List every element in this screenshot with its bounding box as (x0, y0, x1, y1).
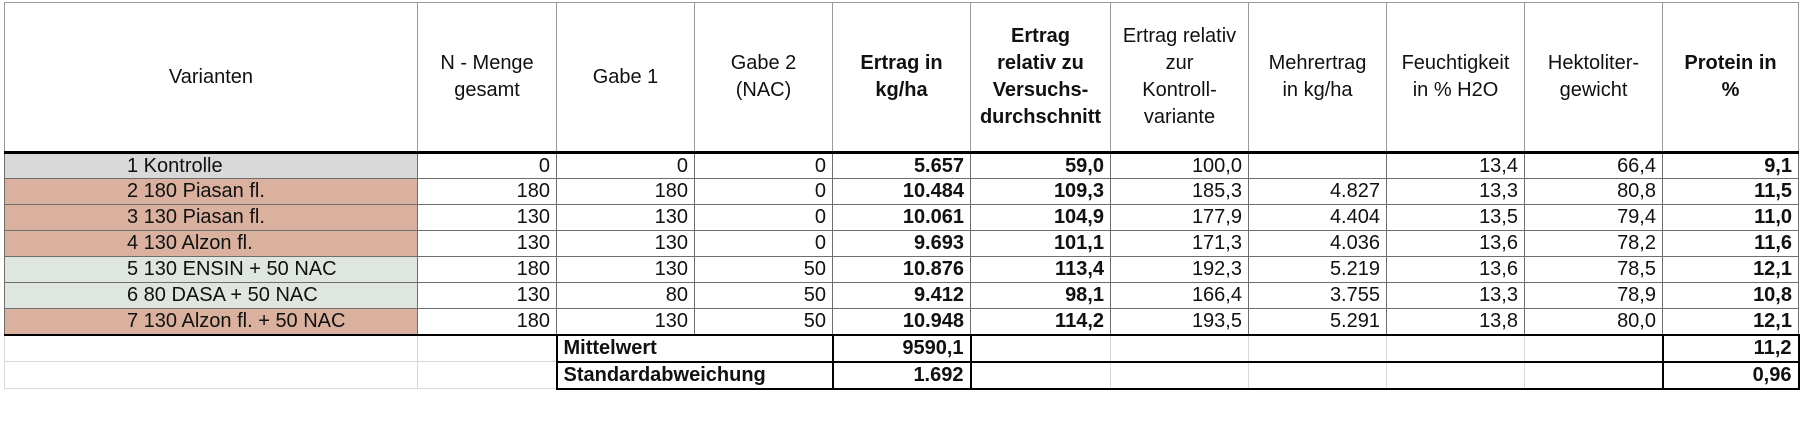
cell-ertrag: 5.657 (833, 153, 971, 179)
table-row (5, 153, 1799, 179)
header-mehrertrag: Mehrertrag in kg/ha (1249, 3, 1387, 153)
cell-ertrag-relativ-versuchsdurchschnitt: 114,2 (971, 309, 1111, 335)
cell-gabe2: 0 (695, 205, 833, 231)
empty-cell (418, 335, 557, 362)
cell-gabe2: 50 (695, 257, 833, 283)
cell-hektolitergewicht: 79,4 (1525, 205, 1663, 231)
empty-cell (1111, 335, 1249, 362)
cell-feuchtigkeit: 13,5 (1387, 205, 1525, 231)
empty-cell (1249, 335, 1387, 362)
cell-mehrertrag: 4.404 (1249, 205, 1387, 231)
cell-gabe1: 130 (557, 309, 695, 335)
cell-mehrertrag (1249, 153, 1387, 179)
cell-variante: 4 130 Alzon fl. (5, 231, 418, 257)
cell-protein: 12,1 (1663, 309, 1799, 335)
results-table (4, 2, 1800, 390)
cell-feuchtigkeit: 13,6 (1387, 257, 1525, 283)
cell-protein: 10,8 (1663, 283, 1799, 309)
cell-protein: 9,1 (1663, 153, 1799, 179)
standardabweichung-label: Standardabweichung (557, 362, 695, 389)
cell-ertrag-relativ-kontrollvariante: 193,5 (1111, 309, 1249, 335)
header-varianten: Varianten (5, 3, 418, 153)
empty-cell (1525, 362, 1663, 389)
mittelwert-value: 9590,1 (833, 335, 971, 362)
cell-n-menge: 130 (418, 205, 557, 231)
cell-ertrag: 10.876 (833, 257, 971, 283)
cell-feuchtigkeit: 13,3 (1387, 283, 1525, 309)
table-row (5, 205, 1799, 231)
cell-ertrag-relativ-kontrollvariante: 100,0 (1111, 153, 1249, 179)
cell-protein: 11,5 (1663, 179, 1799, 205)
cell-gabe1: 80 (557, 283, 695, 309)
header-ertrag-relativ-kontrollvariante: Ertrag relativ zur Kontroll- variante (1111, 3, 1249, 153)
cell-ertrag-relativ-kontrollvariante: 192,3 (1111, 257, 1249, 283)
cell-ertrag-relativ-versuchsdurchschnitt: 113,4 (971, 257, 1111, 283)
empty-cell (5, 362, 418, 389)
cell-n-menge: 130 (418, 283, 557, 309)
table-row (5, 231, 1799, 257)
standardabweichung-value: 1.692 (833, 362, 971, 389)
cell-n-menge: 180 (418, 309, 557, 335)
header-ertrag-relativ-versuchsdurchschnitt: Ertrag relativ zu Versuchs- durchschnitt (971, 3, 1111, 153)
cell-ertrag: 9.412 (833, 283, 971, 309)
header-gabe1: Gabe 1 (557, 3, 695, 153)
mittelwert-row (5, 335, 1799, 362)
empty-cell (1387, 335, 1525, 362)
cell-mehrertrag: 4.827 (1249, 179, 1387, 205)
cell-hektolitergewicht: 80,0 (1525, 309, 1663, 335)
cell-mehrertrag: 3.755 (1249, 283, 1387, 309)
cell-ertrag-relativ-versuchsdurchschnitt: 104,9 (971, 205, 1111, 231)
cell-variante: 7 130 Alzon fl. + 50 NAC (5, 309, 418, 335)
header-protein: Protein in % (1663, 3, 1799, 153)
cell-gabe1: 180 (557, 179, 695, 205)
table-row (5, 179, 1799, 205)
cell-gabe2: 0 (695, 153, 833, 179)
cell-ertrag: 10.061 (833, 205, 971, 231)
standardabweichung-protein: 0,96 (1663, 362, 1799, 389)
cell-ertrag-relativ-kontrollvariante: 185,3 (1111, 179, 1249, 205)
cell-ertrag: 9.693 (833, 231, 971, 257)
mittelwert-label: Mittelwert (557, 335, 695, 362)
standardabweichung-row (5, 362, 1799, 389)
table-row (5, 309, 1799, 335)
cell-gabe1: 130 (557, 257, 695, 283)
cell-ertrag-relativ-versuchsdurchschnitt: 109,3 (971, 179, 1111, 205)
empty-cell (1111, 362, 1249, 389)
cell-protein: 11,0 (1663, 205, 1799, 231)
header-gabe2: Gabe 2 (NAC) (695, 3, 833, 153)
cell-n-menge: 180 (418, 179, 557, 205)
cell-hektolitergewicht: 78,5 (1525, 257, 1663, 283)
empty-cell (5, 335, 418, 362)
cell-n-menge: 0 (418, 153, 557, 179)
header-row (5, 3, 1799, 153)
empty-cell (971, 335, 1111, 362)
cell-variante: 1 Kontrolle (5, 153, 418, 179)
cell-mehrertrag: 5.291 (1249, 309, 1387, 335)
cell-n-menge: 130 (418, 231, 557, 257)
cell-gabe1: 0 (557, 153, 695, 179)
table-row (5, 283, 1799, 309)
header-n-menge: N - Menge gesamt (418, 3, 557, 153)
cell-variante: 2 180 Piasan fl. (5, 179, 418, 205)
cell-gabe2: 50 (695, 283, 833, 309)
cell-n-menge: 180 (418, 257, 557, 283)
cell-gabe1: 130 (557, 231, 695, 257)
cell-ertrag-relativ-kontrollvariante: 171,3 (1111, 231, 1249, 257)
cell-protein: 11,6 (1663, 231, 1799, 257)
cell-ertrag-relativ-kontrollvariante: 177,9 (1111, 205, 1249, 231)
cell-ertrag-relativ-versuchsdurchschnitt: 98,1 (971, 283, 1111, 309)
cell-protein: 12,1 (1663, 257, 1799, 283)
cell-hektolitergewicht: 78,2 (1525, 231, 1663, 257)
empty-cell (1387, 362, 1525, 389)
cell-mehrertrag: 4.036 (1249, 231, 1387, 257)
table-row (5, 257, 1799, 283)
header-ertrag: Ertrag in kg/ha (833, 3, 971, 153)
cell-hektolitergewicht: 80,8 (1525, 179, 1663, 205)
cell-gabe2: 0 (695, 231, 833, 257)
mittelwert-protein: 11,2 (1663, 335, 1799, 362)
cell-mehrertrag: 5.219 (1249, 257, 1387, 283)
cell-feuchtigkeit: 13,8 (1387, 309, 1525, 335)
empty-cell (695, 335, 833, 362)
cell-ertrag: 10.484 (833, 179, 971, 205)
cell-ertrag-relativ-versuchsdurchschnitt: 59,0 (971, 153, 1111, 179)
cell-variante: 5 130 ENSIN + 50 NAC (5, 257, 418, 283)
header-feuchtigkeit: Feuchtigkeit in % H2O (1387, 3, 1525, 153)
empty-cell (1525, 335, 1663, 362)
cell-ertrag-relativ-versuchsdurchschnitt: 101,1 (971, 231, 1111, 257)
cell-feuchtigkeit: 13,3 (1387, 179, 1525, 205)
cell-gabe1: 130 (557, 205, 695, 231)
cell-ertrag: 10.948 (833, 309, 971, 335)
cell-feuchtigkeit: 13,4 (1387, 153, 1525, 179)
cell-gabe2: 0 (695, 179, 833, 205)
cell-hektolitergewicht: 78,9 (1525, 283, 1663, 309)
cell-variante: 3 130 Piasan fl. (5, 205, 418, 231)
empty-cell (418, 362, 557, 389)
header-hektolitergewicht: Hektoliter- gewicht (1525, 3, 1663, 153)
cell-ertrag-relativ-kontrollvariante: 166,4 (1111, 283, 1249, 309)
empty-cell (1249, 362, 1387, 389)
cell-variante: 6 80 DASA + 50 NAC (5, 283, 418, 309)
cell-hektolitergewicht: 66,4 (1525, 153, 1663, 179)
empty-cell (971, 362, 1111, 389)
cell-feuchtigkeit: 13,6 (1387, 231, 1525, 257)
cell-gabe2: 50 (695, 309, 833, 335)
